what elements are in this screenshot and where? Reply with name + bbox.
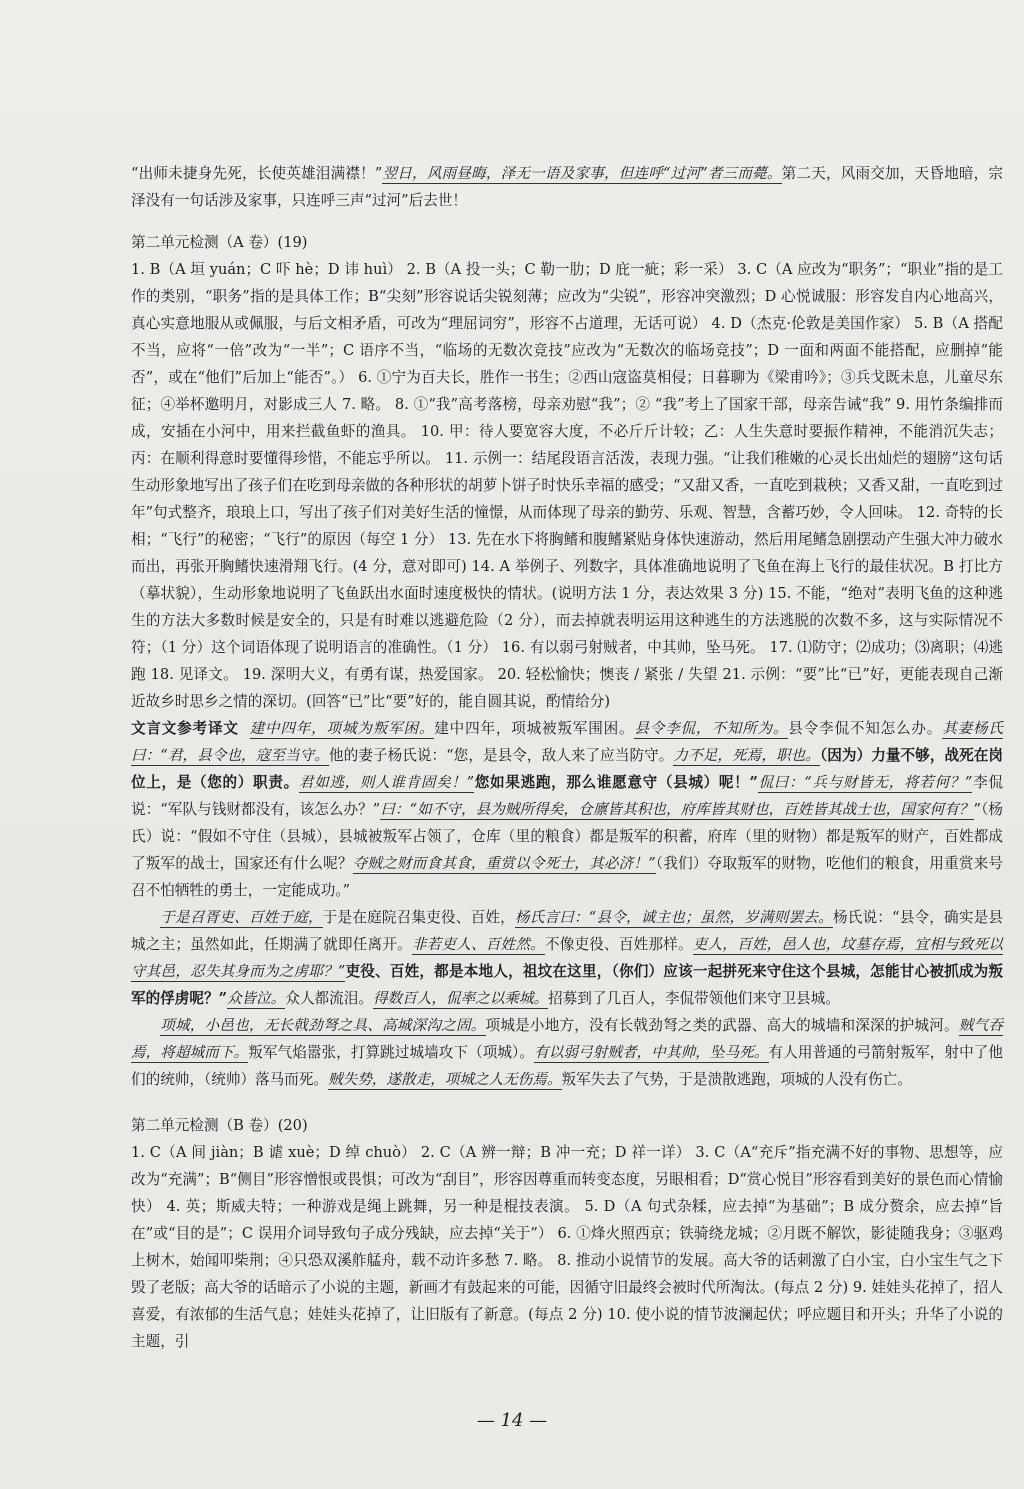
wenyan-p1-body xyxy=(131,720,1003,899)
spacer xyxy=(131,214,1003,230)
intro-quote: “出师未捷身先死，长使英雄泪满襟！” xyxy=(131,165,383,182)
translation-text: 他的妻子杨氏说：“您，是县令，敌人来了应当防守。 xyxy=(328,747,674,764)
classical-text: 于是召胥吏、百姓于庭， xyxy=(160,909,323,926)
classical-text: 力不足，死焉，职也。 xyxy=(673,747,820,764)
section-title-unit2b: 第二单元检测（B 卷）(20) xyxy=(131,1117,308,1134)
classical-text: 众皆泣。 xyxy=(226,990,286,1007)
classical-text: 贼失势，遂散走，项城之人无伤焉。 xyxy=(328,1071,562,1088)
page-number: — 14 — xyxy=(476,1410,548,1431)
translation-text: （我们）夺取叛军的财物，吃他们的粮食，用重赏来号召不怕牺牲的勇士，一定能成功。” xyxy=(131,855,1003,899)
translation-text: 吏役、百姓，都是本地人，祖坟在这里，（你们）应该一起拼死来守住这个县城，怎能甘心被抓成为叛军的俘虏呢？” xyxy=(131,963,1003,1007)
classical-text: 非若吏人、百姓然。 xyxy=(411,936,545,953)
translation-text: 于是在庭院召集吏役、百姓， xyxy=(322,909,515,926)
translation-text: 有人用普通的弓箭射叛军，射中了他们的统帅，（统帅）落马而死。 xyxy=(131,1044,1003,1088)
classical-text: 曰：“如不守，县为贼所得矣，仓廪皆其积也，府库皆其财也，百姓皆其战士也，国家何有？ xyxy=(380,801,974,818)
classical-text: 杨氏言曰：“县令，诚主也；虽然，岁满则罢去。 xyxy=(514,909,833,926)
intro-translation: 第二天，风雨交加，天昏地暗，宗泽没有一句话涉及家事，只连呼三声“过河”后去世！ xyxy=(131,165,1003,209)
unit2b-answers: 1. C（A 间 jiàn；B 谑 xuè；D 绰 chuò） 2. C（A 辨一辩；B 冲一充；D 祥一详） 3. C（A“充斥”指充满不好的事物、思想等，应改为“充满”；B“侧目”形容憎恨或畏惧；可改为“刮目”，形容因尊重而转变态度，另眼相看；D“赏心悦目”形容看到美好的景色而心情愉快） 4. 英；斯威夫特；一种游戏是绳上跳舞，另一种是棍技表演。 5. D（A 句式杂糅，应去掉“为基础”；B 成分赘余，应去掉“旨在”或“目的是”；C 误用介词导致句子成分残缺，应去掉“关于”） 6. ①烽火照西京；铁骑绕龙城；②月既不解饮，影徒随我身；③驱鸡上树木，始闻叩柴荆；④只恐双溪舴艋舟，载不动许多愁 7. 略。 8. 推动小说情节的发展。高大爷的话刺激了白小宝，白小宝生气之下毁了老版；高大爷的话暗示了小说的主题，新画才有鼓起来的可能，因循守旧最终会被时代所淘汰。(每点 2 分) 9. 娃娃头花掉了，招人喜爱，有浓郁的生活气息；娃娃头花掉了，让旧版有了新意。(每点 2 分) 10. 使小说的情节波澜起伏；呼应题目和开头；升华了小说的主题，引 xyxy=(131,1144,1003,1350)
classical-text: 县令李侃，不知所为。 xyxy=(634,720,789,737)
translation-text: 县令李侃不知怎么办。 xyxy=(788,720,943,737)
translation-text: 项城是小地方，没有长戟劲弩之类的武器、高大的城墙和深深的护城河。 xyxy=(485,1017,959,1034)
translation-text: 招募到了几百人，李侃带领他们来守卫县城。 xyxy=(548,990,840,1007)
classical-text: 吏人，百姓，邑人也，坟墓存焉，宜相与致死以守其邑，忍失其身而为之虏耶？” xyxy=(131,936,1003,980)
classical-text: 君如逃，则人谁肯固矣！” xyxy=(298,774,475,791)
page-content xyxy=(131,160,1003,1355)
wenyan-label: 文言文参考译文 xyxy=(131,720,239,737)
classical-text: 得数百人，侃率之以乘城。 xyxy=(372,990,549,1007)
classical-text: 侃曰：“兵与财皆无，将若何？” xyxy=(757,774,973,791)
translation-text: 叛军失去了气势，于是溃散逃跑，项城的人没有伤亡。 xyxy=(561,1071,912,1088)
translation-text: （因为）力量不够，战死在岗位上，是（您的）职责。 xyxy=(131,747,1004,791)
wenyan-paragraph-1 xyxy=(131,715,1003,904)
intro-paragraph xyxy=(131,160,1003,214)
translation-text: 众人都流泪。 xyxy=(285,990,373,1007)
translation-text: 建中四年，项城被叛军围困。 xyxy=(434,720,635,737)
section-title-unit2a: 第二单元检测（A 卷）(19) xyxy=(131,234,308,251)
unit2a-answers: 1. B（A 垣 yuán；C 吓 hè；D 讳 huì） 2. B（A 投一头；C 勒一肋；D 庇一疵；彩一采） 3. C（A 应改为“职务”；“职业”指的是工作的类别，“职务”指的是具体工作；B“尖刻”形容说话尖锐刻薄；应改为“尖锐”，形容冲突激烈；D 心悦诚服：形容发自内心地高兴，真心实意地服从或佩服，与后文相矛盾，可改为“理屈词穷”，形容不占道理，无话可说） 4. D（杰克·伦敦是美国作家） 5. B（A 搭配不当，应将“一倍”改为“一半”；C 语序不当，“临场的无数次竞技”应改为“无数次的临场竞技”；D 一面和两面不能搭配，应删掉“能否”，或在“他们”后加上“能否”。） 6. ①宁为百夫长，胜作一书生；②西山寇盗莫相侵；日暮聊为《梁甫吟》；③兵戈既未息，儿童尽东征；④举杯邀明月，对影成三人 7. 略。 8. ①“我”高考落榜，母亲劝慰“我”；② “我”考上了国家干部，母亲告诫“我” 9. 用竹条编排而成，安插在小河中，用来拦截鱼虾的渔具。 10. 甲：待人要宽容大度，不必斤斤计较；乙：人生失意时要振作精神，不能消沉失志；丙：在顺利得意时要懂得珍惜，不能忘乎所以。 11. 示例一：结尾段语言活泼，表现力强。“让我们稚嫩的心灵长出灿烂的翅膀”这句话生动形象地写出了孩子们在吃到母亲做的各种形状的胡萝卜饼子时快乐幸福的感受；“又甜又香，一直吃到栽秧；又香又甜，一直吃到过年”句式整齐，琅琅上口，写出了孩子们对美好生活的憧憬，从而体现了母亲的勤劳、乐观、智慧，含蓄巧妙，令人回味。 12. 奇特的长相；“飞行”的秘密；“飞行”的原因（每空 1 分） 13. 先在水下将胸鳍和腹鳍紧贴身体快速游动，然后用尾鳍急剧摆动产生强大冲力破水而出，再张开胸鳍快速滑翔飞行。(4 分，意对即可) 14. A 举例子、列数字，具体准确地说明了飞鱼在海上飞行的最佳状况。B 打比方（摹状貌），生动形象地说明了飞鱼跃出水面时速度极快的情状。(说明方法 1 分，表达效果 3 分) 15. 不能，“绝对”表明飞鱼的这种逃生的方法大多数时候是安全的，只是有时难以逃避危险（2 分），而去掉就表明运用这种逃生的方法逃脱的次数不多，这与实际情况不符；（1 分）这个词语体现了说明语言的准确性。（1 分） 16. 有以弱弓射贼者，中其帅，坠马死。 17. ⑴防守；⑵成功；⑶离职；⑷逃跑 18. 见译文。 19. 深明大义，有勇有谋，热爱国家。 20. 轻松愉快；懊丧 / 紧张 / 失望 21. 示例：“要”比“已”好，更能表现自己渐近故乡时思乡之情的深切。(回答“已”比“要”好的，能自圆其说，酌情给分) xyxy=(131,261,1003,710)
translation-text: 杨氏说：“县令，确实是县城之主；虽然如此，任期满了就即任离开。 xyxy=(131,909,1003,953)
translation-text: 不像吏役、百姓那样。 xyxy=(544,936,693,953)
wenyan-paragraph-2 xyxy=(131,904,1003,1012)
classical-text: 其妻杨氏曰：“君，县令也，寇至当守。 xyxy=(131,720,1003,764)
classical-text: 建中四年，项城为叛军困。 xyxy=(249,720,435,737)
spacer xyxy=(131,1093,1003,1113)
translation-text: 您如果逃跑，那么谁愿意守（县城）呢！” xyxy=(474,774,758,791)
translation-text: 叛军气焰嚣张，打算跳过城墙攻下（项城）。 xyxy=(248,1044,535,1061)
wenyan-paragraph-3 xyxy=(131,1012,1003,1093)
classical-text: 有以弱弓射贼者，中其帅，坠马死。 xyxy=(534,1044,769,1061)
intro-classical-text: 翌日，风雨昼晦，泽无一语及家事，但连呼“过河”者三而薨。 xyxy=(382,165,782,182)
translation-text: ”（杨氏）说：“假如不守住（县城），县城被叛军占领了，仓库（里的粮食）都是叛军的积蓄，府库（里的财物）都是叛军的财产，百姓都成了叛军的战士，国家还有什么呢？ xyxy=(131,801,1003,872)
translation-text: 李侃说：“军队与钱财都没有，该怎么办？” xyxy=(131,774,1003,818)
classical-text: 夺贼之财而食其食，重赏以令死士，其必济！” xyxy=(352,855,656,872)
classical-text: 项城，小邑也，无长戟劲弩之具、高城深沟之固。 xyxy=(160,1017,486,1034)
classical-text: 贼气吞焉，将超城而下。 xyxy=(131,1017,1003,1061)
